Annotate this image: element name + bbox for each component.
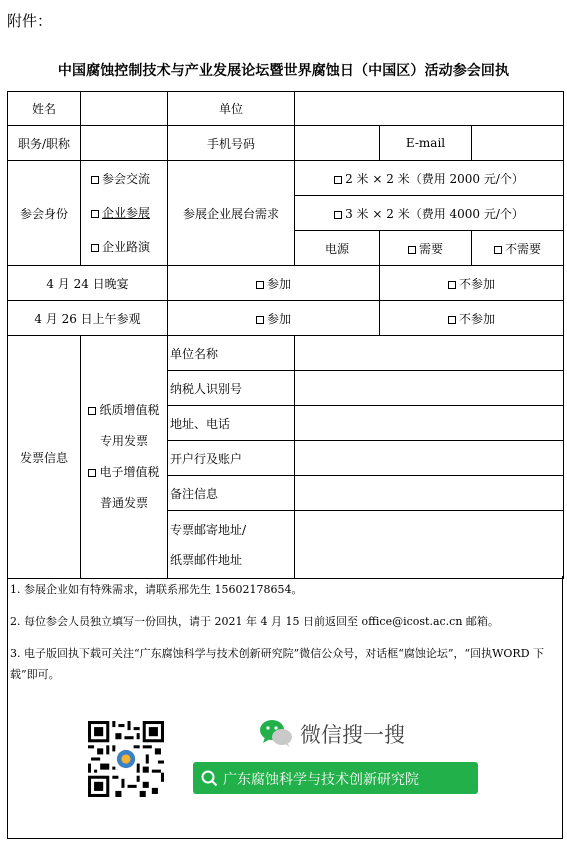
checkbox-icon[interactable] [88, 407, 96, 415]
wechat-search-bar[interactable] [193, 762, 478, 794]
booth-2x2-option[interactable]: 2 米 × 2 米（费用 2000 元/个） [295, 161, 564, 196]
mail-address-label: 专票邮寄地址/ 纸票邮件地址 [168, 511, 295, 579]
phone-label: 手机号码 [168, 126, 295, 161]
mail-address-field[interactable] [295, 511, 564, 579]
power-no-need-option[interactable]: 不需要 [472, 231, 564, 266]
checkbox-icon[interactable] [91, 210, 99, 218]
booth-label: 参展企业展台需求 [168, 161, 295, 266]
unit-field[interactable] [295, 92, 564, 126]
invoice-company-name-field[interactable] [295, 336, 564, 371]
dinner-label: 4 月 24 日晚宴 [8, 266, 168, 301]
identity-option-exchange[interactable]: 参会交流 [81, 162, 167, 196]
dinner-attend-option[interactable]: 参加 [168, 266, 380, 301]
booth-3x2-option[interactable]: 3 米 × 2 米（费用 4000 元/个） [295, 196, 564, 231]
wechat-search-label: 微信搜一搜 [300, 723, 405, 747]
taxpayer-id-label: 纳税人识别号 [168, 371, 295, 406]
invoice-paper-vat-option[interactable]: 纸质增值税 [81, 395, 167, 426]
checkbox-icon[interactable] [256, 281, 264, 289]
checkbox-icon[interactable] [88, 469, 96, 477]
unit-label: 单位 [168, 92, 295, 126]
invoice-e-vat-option[interactable]: 电子增值税 [81, 457, 167, 488]
identity-label: 参会身份 [8, 161, 81, 266]
qr-code-icon [88, 721, 164, 797]
identity-option-roadshow[interactable]: 企业路演 [81, 230, 167, 264]
special-invoice-label: 专用发票 [99, 434, 148, 448]
address-phone-field[interactable] [295, 406, 564, 441]
email-label: E-mail [380, 126, 472, 161]
wechat-search-icon [259, 718, 295, 748]
note-1: 1. 参展企业如有特殊需求，请联系邢先生 15602178654。 [10, 583, 303, 596]
search-icon [201, 770, 218, 787]
normal-invoice-label: 普通发票 [99, 496, 148, 510]
remarks-label: 备注信息 [168, 476, 295, 511]
phone-field[interactable] [295, 126, 380, 161]
visit-attend-option[interactable]: 参加 [168, 301, 380, 336]
notes-section [7, 576, 563, 839]
note-3: 3. 电子版回执下载可关注“广东腐蚀科学与技术创新研究院”微信公众号，对话框“腐蚀论坛”，“回执WORD 下载”即可。 [10, 647, 545, 681]
position-label: 职务/职称 [8, 126, 81, 161]
name-field[interactable] [81, 92, 168, 126]
dinner-not-attend-option[interactable]: 不参加 [380, 266, 564, 301]
checkbox-icon[interactable] [334, 211, 342, 219]
taxpayer-id-field[interactable] [295, 371, 564, 406]
checkbox-icon[interactable] [408, 246, 416, 254]
power-label: 电源 [295, 231, 380, 266]
identity-option-exhibit[interactable]: 企业参展 [81, 196, 167, 230]
invoice-company-name-label: 单位名称 [168, 336, 295, 371]
checkbox-icon[interactable] [448, 281, 456, 289]
position-field[interactable] [81, 126, 168, 161]
registration-form [7, 91, 564, 579]
checkbox-icon[interactable] [256, 316, 264, 324]
checkbox-icon[interactable] [448, 316, 456, 324]
remarks-field[interactable] [295, 476, 564, 511]
note-2: 2. 每位参会人员独立填写一份回执，请于 2021 年 4 月 15 日前返回至 office@icost.ac.cn 邮箱。 [10, 615, 499, 628]
power-need-option[interactable]: 需要 [380, 231, 472, 266]
name-label: 姓名 [8, 92, 81, 126]
invoice-label: 发票信息 [8, 336, 81, 579]
checkbox-icon[interactable] [91, 176, 99, 184]
email-field[interactable] [472, 126, 564, 161]
wechat-account-name: 广东腐蚀科学与技术创新研究院 [223, 772, 419, 788]
bank-account-label: 开户行及账户 [168, 441, 295, 476]
identity-options [81, 161, 168, 266]
checkbox-icon[interactable] [91, 244, 99, 252]
visit-label: 4 月 26 日上午参观 [8, 301, 168, 336]
address-phone-label: 地址、电话 [168, 406, 295, 441]
invoice-type-options [81, 336, 168, 579]
checkbox-icon[interactable] [334, 176, 342, 184]
checkbox-icon[interactable] [494, 246, 502, 254]
attachment-label: 附件： [7, 12, 53, 30]
bank-account-field[interactable] [295, 441, 564, 476]
visit-not-attend-option[interactable]: 不参加 [380, 301, 564, 336]
form-title: 中国腐蚀控制技术与产业发展论坛暨世界腐蚀日（中国区）活动参会回执 [57, 63, 510, 79]
